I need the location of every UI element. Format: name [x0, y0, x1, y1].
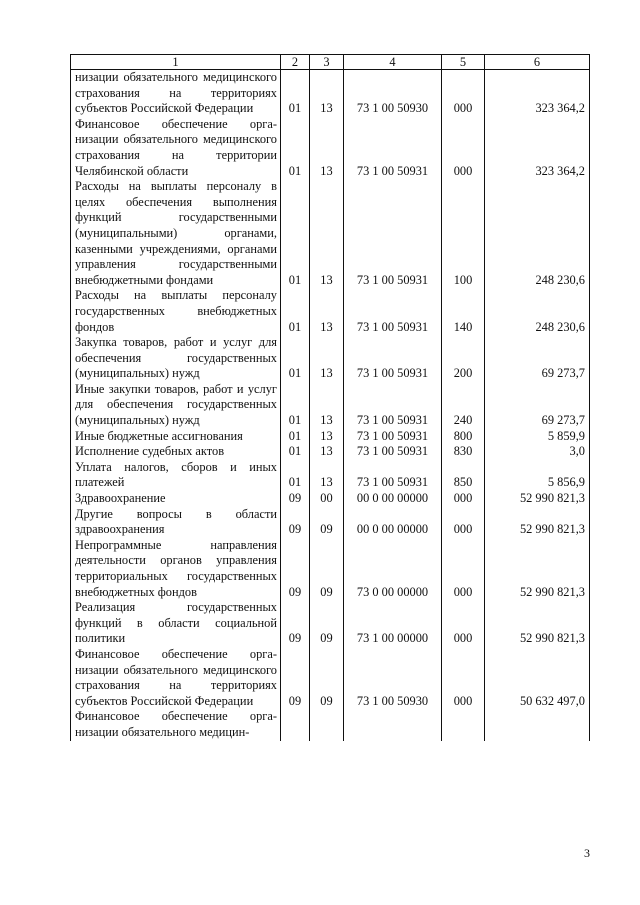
- column-header: 2: [281, 55, 310, 70]
- section-code: 01: [281, 179, 310, 288]
- target-article-code: 73 1 00 50931: [344, 382, 442, 429]
- header-row: [71, 55, 590, 70]
- item-name: Финансовое обеспечение организации обязательного медицин-: [71, 709, 281, 740]
- subsection-code: 13: [310, 444, 344, 460]
- subsection-code: 00: [310, 491, 344, 507]
- expense-type-code: 830: [442, 444, 485, 460]
- expense-type-code: 000: [442, 507, 485, 538]
- amount: 50 632 497,0: [485, 647, 590, 709]
- expense-type-code: 140: [442, 288, 485, 335]
- subsection-code: 13: [310, 179, 344, 288]
- item-name: Финансовое обеспечение организации обязательного медицинского страхования на территории Челябинской области: [71, 117, 281, 179]
- subsection-code: 09: [310, 538, 344, 600]
- column-header: 3: [310, 55, 344, 70]
- table-row: [71, 335, 590, 382]
- subsection-code: 09: [310, 507, 344, 538]
- target-article-code: 73 1 00 50931: [344, 444, 442, 460]
- table-row: [71, 382, 590, 429]
- expense-type-code: 200: [442, 335, 485, 382]
- subsection-code: 13: [310, 70, 344, 117]
- amount: 52 990 821,3: [485, 600, 590, 647]
- subsection-code: 13: [310, 117, 344, 179]
- amount: 3,0: [485, 444, 590, 460]
- expense-type-code: 850: [442, 460, 485, 491]
- target-article-code: 73 1 00 50931: [344, 117, 442, 179]
- subsection-code: [310, 709, 344, 740]
- table-row: [71, 70, 590, 117]
- section-code: 01: [281, 335, 310, 382]
- table-row: [71, 709, 590, 740]
- amount: 69 273,7: [485, 382, 590, 429]
- expense-type-code: 000: [442, 647, 485, 709]
- table-row: [71, 538, 590, 600]
- budget-table: [70, 54, 590, 741]
- table-row: [71, 429, 590, 445]
- section-code: 09: [281, 647, 310, 709]
- amount: 323 364,2: [485, 117, 590, 179]
- table-row: [71, 460, 590, 491]
- target-article-code: 73 1 00 50930: [344, 70, 442, 117]
- subsection-code: 13: [310, 460, 344, 491]
- column-header: 1: [71, 55, 281, 70]
- subsection-code: 13: [310, 288, 344, 335]
- section-code: 09: [281, 507, 310, 538]
- item-name: Реализация государственных функций в области социальной политики: [71, 600, 281, 647]
- section-code: 09: [281, 538, 310, 600]
- subsection-code: 13: [310, 382, 344, 429]
- item-name: низации обязательного медицинского страхования на территориях субъектов Российской Федерации: [71, 70, 281, 117]
- section-code: 01: [281, 460, 310, 491]
- page-number: 3: [584, 846, 590, 860]
- item-name: Иные бюджетные ассигнования: [71, 429, 281, 445]
- amount: 52 990 821,3: [485, 507, 590, 538]
- target-article-code: 73 1 00 50931: [344, 460, 442, 491]
- item-name: Расходы на выплаты персоналу в целях обеспечения выполнения функций государственными (муниципальными) органами, казенными учреждениями, органами управления государственными внебюджетными фондами: [71, 179, 281, 288]
- item-name: Уплата налогов, сборов и иных платежей: [71, 460, 281, 491]
- subsection-code: 09: [310, 600, 344, 647]
- target-article-code: [344, 709, 442, 740]
- target-article-code: 73 1 00 50931: [344, 179, 442, 288]
- column-header: 4: [344, 55, 442, 70]
- table-row: [71, 179, 590, 288]
- expense-type-code: 000: [442, 600, 485, 647]
- amount: 52 990 821,3: [485, 491, 590, 507]
- section-code: 01: [281, 70, 310, 117]
- subsection-code: 13: [310, 429, 344, 445]
- expense-type-code: 000: [442, 70, 485, 117]
- target-article-code: 73 1 00 50931: [344, 288, 442, 335]
- column-header: 5: [442, 55, 485, 70]
- section-code: 09: [281, 491, 310, 507]
- section-code: [281, 709, 310, 740]
- amount: 69 273,7: [485, 335, 590, 382]
- expense-type-code: 000: [442, 491, 485, 507]
- target-article-code: 00 0 00 00000: [344, 491, 442, 507]
- target-article-code: 73 0 00 00000: [344, 538, 442, 600]
- item-name: Исполнение судебных актов: [71, 444, 281, 460]
- expense-type-code: [442, 709, 485, 740]
- expense-type-code: 000: [442, 117, 485, 179]
- amount: 323 364,2: [485, 70, 590, 117]
- amount: 5 856,9: [485, 460, 590, 491]
- table-row: [71, 647, 590, 709]
- table-row: [71, 507, 590, 538]
- subsection-code: 09: [310, 647, 344, 709]
- section-code: 09: [281, 600, 310, 647]
- section-code: 01: [281, 429, 310, 445]
- item-name: Другие вопросы в области здравоохранения: [71, 507, 281, 538]
- target-article-code: 73 1 00 00000: [344, 600, 442, 647]
- table-row: [71, 491, 590, 507]
- amount: 52 990 821,3: [485, 538, 590, 600]
- section-code: 01: [281, 444, 310, 460]
- amount: 5 859,9: [485, 429, 590, 445]
- subsection-code: 13: [310, 335, 344, 382]
- table-row: [71, 444, 590, 460]
- table-row: [71, 600, 590, 647]
- section-code: 01: [281, 288, 310, 335]
- target-article-code: 73 1 00 50931: [344, 429, 442, 445]
- expense-type-code: 240: [442, 382, 485, 429]
- section-code: 01: [281, 117, 310, 179]
- item-name: Расходы на выплаты персоналу государственных внебюджетных фондов: [71, 288, 281, 335]
- item-name: Закупка товаров, работ и услуг для обеспечения государственных (муниципальных) нужд: [71, 335, 281, 382]
- expense-type-code: 800: [442, 429, 485, 445]
- amount: 248 230,6: [485, 179, 590, 288]
- section-code: 01: [281, 382, 310, 429]
- item-name: Непрограммные направления деятельности органов управления территориальных государственных внебюджетных фондов: [71, 538, 281, 600]
- table-row: [71, 117, 590, 179]
- item-name: Иные закупки товаров, работ и услуг для обеспечения государственных (муниципальных) нужд: [71, 382, 281, 429]
- item-name: Здравоохранение: [71, 491, 281, 507]
- target-article-code: 73 1 00 50930: [344, 647, 442, 709]
- target-article-code: 00 0 00 00000: [344, 507, 442, 538]
- target-article-code: 73 1 00 50931: [344, 335, 442, 382]
- column-header: 6: [485, 55, 590, 70]
- table-row: [71, 288, 590, 335]
- expense-type-code: 100: [442, 179, 485, 288]
- amount: [485, 709, 590, 740]
- expense-type-code: 000: [442, 538, 485, 600]
- amount: 248 230,6: [485, 288, 590, 335]
- item-name: Финансовое обеспечение организации обязательного медицинского страхования на территориях субъектов Российской Федерации: [71, 647, 281, 709]
